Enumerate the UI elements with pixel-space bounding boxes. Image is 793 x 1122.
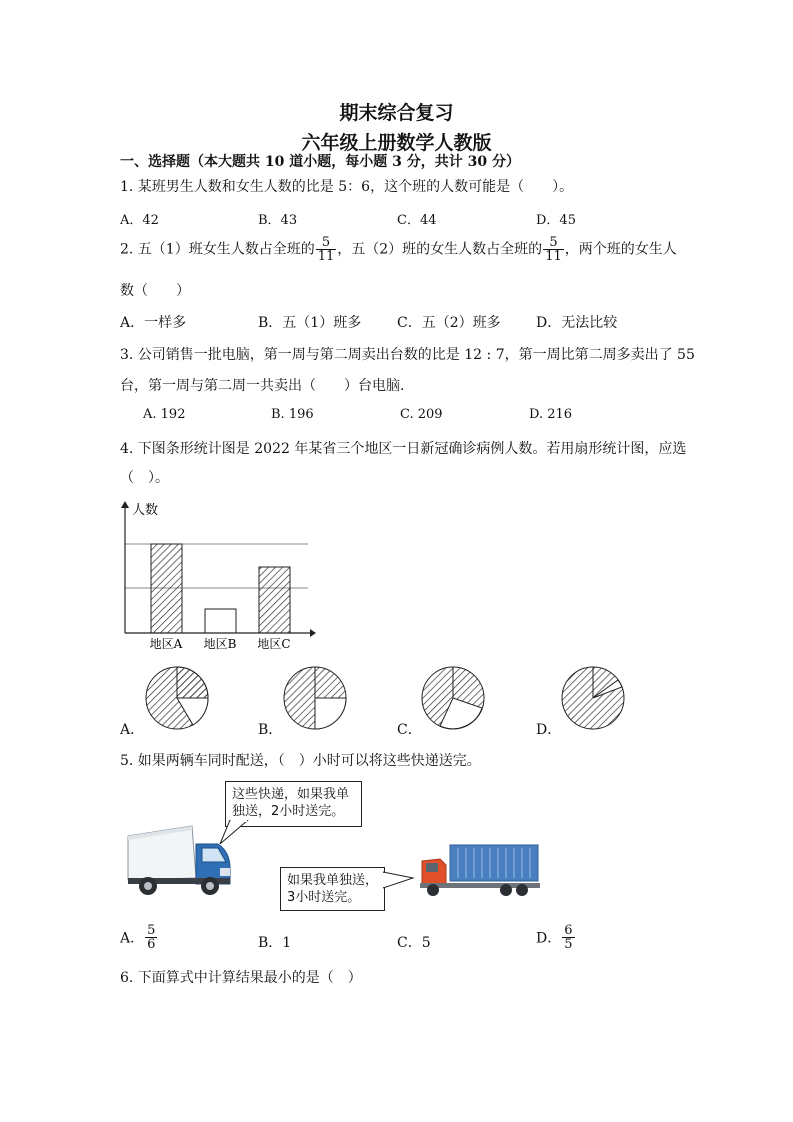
q2-text-b: ，五（2）班的女生人数占全班的 [337,241,543,258]
q1-option-a[interactable]: A．42 [120,213,159,228]
q5-option-b[interactable]: B．1 [258,935,292,951]
x-tick-label: 地区C [257,637,291,651]
q5-option-a-fraction: $\frac{5}{6}$ [147,923,156,952]
question-4-line1: 4. 下图条形统计图是 2022 年某省三个地区一日新冠确诊病例人数。若用扇形统计图，应选 [120,441,687,457]
q5-option-c[interactable]: C．5 [397,935,431,951]
pie-option-b [284,667,346,729]
q2-option-b[interactable]: B．五（1）班多 [258,315,362,331]
question-3-line2: 台，第一周与第二周一共卖出（ ）台电脑. [120,378,405,394]
q3-option-c[interactable]: C. 209 [400,407,443,422]
q4-option-b[interactable]: B． [258,722,283,738]
question-2-line2: 数（ ） [120,283,190,299]
pie-option-a [146,667,208,729]
question-1: 1. 某班男生人数和女生人数的比是 5：6，这个班的人数可能是（ ）。 [120,179,574,195]
page-title: 期末综合复习 [339,102,454,124]
pie-option-d [562,667,624,729]
question-5: 5. 如果两辆车同时配送，（ ）小时可以将这些快递送完。 [120,753,481,769]
x-tick-label: 地区A [149,637,183,651]
q1-option-c[interactable]: C．44 [397,213,437,228]
speech-bubble-2: 如果我单独送，3小时送完。 [280,867,385,911]
q2-fraction-1: $\frac{5}{11}$ [317,235,335,264]
question-4-line2: （ ）。 [120,470,169,486]
q5-option-a[interactable]: A． $\frac{5}{6}$ [120,923,156,952]
y-axis-label: 人数 [132,503,159,518]
q3-option-a[interactable]: A. 192 [143,407,186,422]
bar-chart [118,498,318,656]
page-subtitle: 六年级上册数学人教版 [301,132,492,154]
box-truck-icon [126,822,234,898]
q2-option-a[interactable]: A．一样多 [120,315,187,331]
q2-text-a: 2. 五（1）班女生人数占全班的 [120,241,315,258]
bar-region-c [259,567,290,633]
q2-option-d[interactable]: D．无法比较 [536,315,618,331]
q4-option-d[interactable]: D． [536,722,562,738]
container-truck-icon [418,843,542,899]
q1-option-b[interactable]: B．43 [258,213,298,228]
q1-option-d[interactable]: D．45 [536,213,576,228]
bar-region-b [205,609,236,633]
pie-option-c [422,667,484,729]
question-3-line1: 3. 公司销售一批电脑，第一周与第二周卖出台数的比是 12 : 7，第一周比第二周多卖出了 55 [120,347,695,363]
q4-option-c[interactable]: C． [397,722,422,738]
q5-option-d-fraction: $\frac{6}{5}$ [564,923,573,952]
q2-option-c[interactable]: C．五（2）班多 [397,315,501,331]
bar-region-a [151,544,182,633]
q2-fraction-2: $\frac{5}{11}$ [545,235,562,264]
question-6: 6. 下面算式中计算结果最小的是（ ） [120,970,362,986]
speech-bubble-1: 这些快递，如果我单独送，2小时送完。 [225,781,362,827]
x-tick-label: 地区B [203,637,237,651]
section-heading: 一、选择题（本大题共 10 道小题，每小题 3 分，共计 30 分） [120,154,520,170]
q5-option-d[interactable]: D． $\frac{6}{5}$ [536,923,573,952]
q4-option-a[interactable]: A． [120,722,145,738]
bubble-2-tail [383,870,417,892]
q2-text-c: ，两个班的女生人 [564,241,677,258]
q3-option-b[interactable]: B. 196 [271,407,314,422]
q3-option-d[interactable]: D. 216 [529,407,573,422]
question-2 [120,236,677,263]
